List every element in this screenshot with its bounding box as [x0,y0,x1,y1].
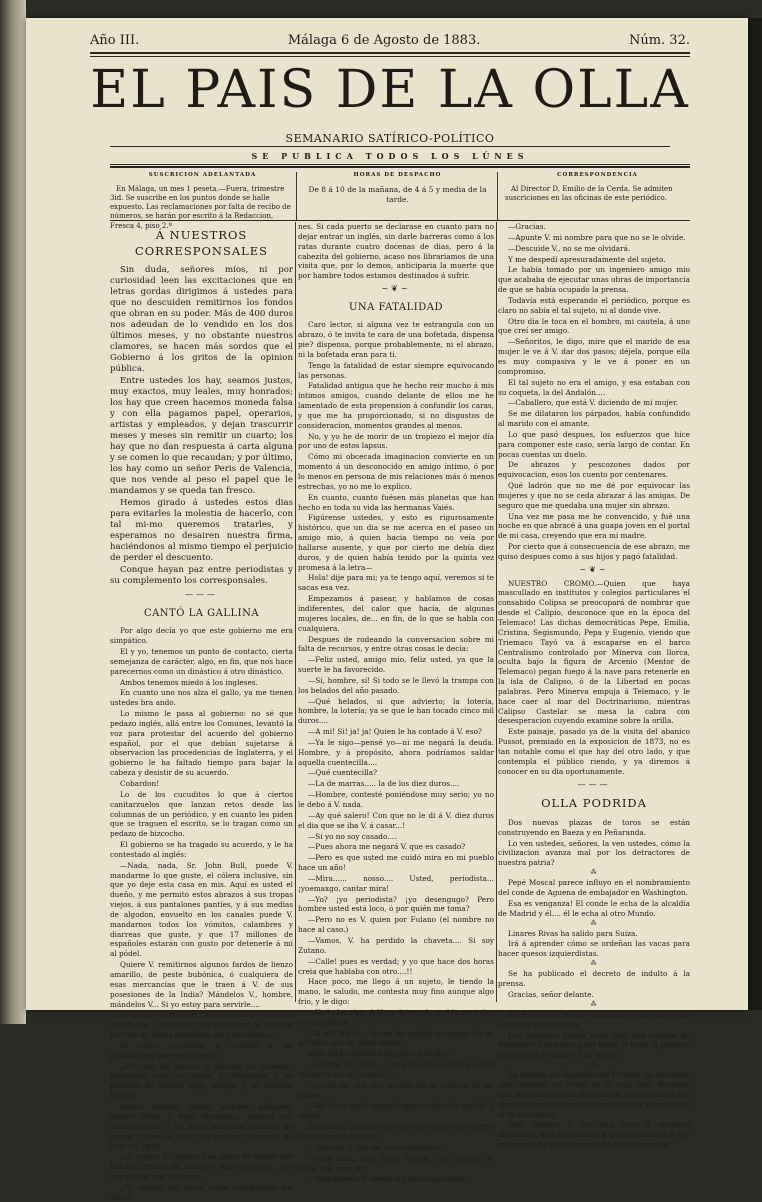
masthead-top [90,26,690,48]
ornament-divider: ——— [577,779,611,789]
subscription-text: En Málaga, un mes 1 peseta.—Fuera, trimestre 3id. Se suscribe en los puntos donde se halle expuesto. Las reclamaciones por falta de recibo de números, se harán por escrito á la Redaccion, Fresca 4, piso 2.º [110,185,291,230]
paragraph: —Ay! Dios mio!—pensé—quien será este señor? Y añadí: [298,1101,494,1121]
paragraph: Qué ladrón que no me dé por equivocar las mujeres y que no se ceda abrazar á las amigas. De seguro que me quedaba una mujer sin abrazo. [498,481,690,510]
star-separator: ⁂ [590,960,598,968]
fatalidad-heading: UNA FATALIDAD [348,301,443,313]
paragraph: Por algo decía yo que este gobierno me era simpático. [110,626,293,646]
paragraph: Pepé Moscal parece influyo en el nombramiento del conde de Aguena de embajador en Washington. [498,878,690,897]
paragraph: Esa es venganza! El conde le echa de la alcaldía de Madrid y él.... él le echa al otro Mundo. [498,898,690,918]
paragraph: Lo que pasó despues, los esfuerzos que hice para componer este caso, sería largo de contar. En pocas cuentas un duelo. [498,429,690,459]
paragraph: —Nada, nada, Sr. John Bull, puede V. mandarme lo que guste, el cólera inclusive, sin que yo deje esta casa en mis. Aquí es usted el dueño, y me permito estos abrazos á sus tropas viejos, á sus pantalones pantíes, y á sus medias de algodon, envuelto en los canales puede V. mandarnos todos los vómitos, calambres y diarreas que guste, y que 17 millones de españoles estarán con gusto por detenerle á mi al pódel. [110,860,293,959]
paragraph: Se me dilataron los párpados, había confundido al marido con el amante. [498,409,690,429]
paragraph: —Gracias. [508,222,546,231]
cromo-paragraph-2: Este paisaje, pasado ya de la visita del abanico Pussot, premiado en la exposicion de 1873, no es tan notable como el que hay del otro lado, y que contempla el público riendo, y ya diremos á conocer en su dia oportunamente. [498,727,690,776]
paragraph: En cuanto, cuanto fuésen más planetas que han hecho en toda su vida las hermanas Vaiés. [298,492,494,512]
paragraph: Hace poco, me llego á un sujeto, le tiendo la mano, le saludo, me contesta muy fino aunque algo frio, y le digo: [298,977,494,1007]
paragraph: En Barcelona se ha constituido una junta para combatir la blasfemia. [498,1009,690,1029]
paragraph: En cuanto uno nos alza el gallo, ya me tienen ustedes bra ando. [110,688,293,708]
paragraph: Les regalo á ustedes una pieza de salero por familia, traída de Londres expresamente, con que es hoy que quejarse. [110,1152,293,1181]
paragraph: Ambos tenemos miedo á los ingleses. [120,677,258,687]
paragraph: Por cierto que á consecuencia de ese abrazo, me quiso despues como á sus hijos y pagó fatalidad. [498,542,690,561]
paragraph: —Pero no es V. quien por Fulano (el nombre no hace al caso.) [298,915,494,935]
paragraph: No, y yo he de morir de un tropiezo el mejor día por uno de estos lapsus. [298,431,494,451]
paragraph: Y me despedí apresuradamente del sujeto. [508,254,666,264]
paragraph: El y yo, tenemos un punto de contacto, cierta semejanza de carácter, algo, en fin, que nos hace parecernos como un dinástico á otro dinástico. [110,647,293,676]
paragraph: —Calle! pues es verdad; y yo que hace dos horas creia que hablaba con otro....!! [298,956,494,976]
paragraph: Hemos girado á ustedes estos dias para evitarles la molestia de hacerlo, con tal mi-mo queremos tratarles, y esperamos no desairen nuestra firma, haciéndonos al mismo tiempo el perjuicio de perder el descuento. [110,498,293,564]
paragraph: El tal sujeto no era el amigo, y esa estaban con su coqueta, la del Andalón.... [498,377,690,397]
paragraph: —Caballero, que está V. diciendo de mi mujer. [508,398,678,408]
paragraph: Figúrense ustedes, y esto es rigurosamente histórico, que un dia se me acerca en el paseo un amigo mio, á quien hacia tiempo no veía por hallarse ausente, y que por cierto me debía diez duros, y de quien había tenido por la quinta vez promesa á la letra— [298,513,494,572]
paragraph: —Feliz usted, amigo mio, feliz usted, ya que la suerte le ha favorecido. [298,655,494,675]
ornament-divider: ~❦~ [579,564,609,574]
fatalidad-continued [498,222,690,562]
paragraph: ¿Es? que les parece á ustedes su gobierno fusionista, con su señor D. Práxedes y su ministro de Estado Vega Armijo, y su valiente Rocco? [110,1061,293,1101]
paragraph: Entre ustedes los hay, seamos justos, muy exactos, muy leales, muy honrados; los hay que creen hacemos moneda falsa y con ella pagamos papel, operarios, artistas y empleados, y dejan trascurrir meses y meses sin remitir un cuarto; los hay que no dan respuesta á carta alguna y se comen lo que recaudan; y por último, los hay como un señor Peris de Valencia, que nos vende al peso el papel que le mandamos y se queda tan fresco. [110,376,293,497]
paragraph: —May bien, muy bien. Vamos, me conoce de vista, dije para mi. [298,1153,494,1173]
ornament-divider: ——— [185,590,218,600]
paragraph: Fatalidad antigua que he hecho reir mucho á mis íntimos amigos, cuando delante de ellos me he lamentado de esta propension á confundir los caras, y que me ha proporcionado, si no disgustos de consideracion, momentos grandes al menos. [298,381,494,430]
cromo-paragraph: NUESTRO CROMO.—Quien que haya mascullado en institutos y colegios particulares el consabido Colipsa se preocupará de nombrar que desde el Calipio, desconoce que en la época del Telemaco! Las dichas democráticas Pepe, Emilia, Cristina, Segismundo, Pepa y Eugenio, viendo que Triemaco Tayó va á escaparse en el barco Centralismo controlado por Minerva con llorca, oculta bajo la figura de Arcenio (Mentor de Telemaco) pegan fuego á la nave para retenerle en la isla de Calipso, ó de la Libertad en pocas palabras. Pero Minerva empuja á Telemaco, y le hace caer al mar del Doctrinarismo, mientras Calipso Castelar se mesa la cabra con desesperacion cuyendo examine sobre la orilla. [498,578,690,726]
star-separator: ⁂ [590,919,598,927]
paragraph: Linares Rivas ha salido para Suiza. [508,928,638,938]
subscription-heading: SUSCRICION ADELANTADA [148,172,257,178]
column-separator-1 [295,222,296,1002]
info-rule [110,220,690,221]
paragraph: Hola! dije para mi; ya te tengo aquí, veremos si te sacas esa vez. [298,573,494,593]
star-separator: ⁂ [590,1000,598,1008]
paragraph: En efecto, creo que fué con ese motivo, por cierto que lo sentí bastante. [298,1122,494,1142]
column-1 [110,222,293,1202]
paragraph: Despues de rodeando la conversacion sobre mi falta de recursos, y entre otras cosas le decía: [298,634,494,654]
paragraph: Se ha publicado el decreto de indulto á la prensa. [498,969,690,989]
paragraph: —Gracias. Y qué tal va ese periódico? [308,1142,448,1152]
paragraph: —A mi! No sé... Quien ha podido ocuparse de mi persona que en nada figura? [298,1028,494,1048]
paragraph: Los mestizos llevan cada uno una cabeza de hormigos! hidráulico para tapar la boca al primero que mienta la madre á su vecino. [498,1030,690,1060]
paragraph: Caro lector, si alguna vez te estrangula con un abrazo, ó te invita te cara de una bofetada, dispensa pie? dispensa, porque probablemente, ni el abrazo, ni la bofetada eran para ti. [298,320,494,359]
publication-schedule: SE PUBLICA TODOS LOS LÚNES [251,151,529,161]
paragraph: —Como no sea con motivo de la muerte de mi padre.... [298,1080,494,1100]
ornament-divider: ~❦~ [381,284,411,294]
info-separator-2 [497,172,498,220]
paragraph: Tengo la fatalidad de estar siempre equivocando las personas. [298,360,494,380]
paragraph: Quiere V. remitirnos algunos fardos de lienzo amarillo, de peste bubónica, ó cualquiera de esas mercancías que le traen á V. de sus posesiones de la India? Mándelos V., hombre, mándelos V... Si yo estoy para servirle.... [110,960,293,1009]
newspaper-title: EL PAIS DE LA OLLA [90,60,690,120]
canto-heading: CANTÓ LA GALLINA [143,607,260,619]
paragraph: Ante esta respuesta empiezo á vacilar. [308,1049,451,1059]
corresponsales-body [110,265,293,587]
paragraph: Irá á aprender cómo se ordeñan las vacas para hacer quesos izquierdistas. [498,939,690,959]
page-edge [748,18,762,1010]
masthead-rule-top-thin [90,56,690,57]
paragraph: Lo de los cucuditos lo que á ciertos canitarzuelos que lanzan retos desde las columnas de un periódico, y en cuanto les piden que se traguen el escrito, se lo tragan como un pedazo de bizcocho. [110,789,293,839]
paragraph: —Descuide V., no se me olvidará. [508,243,631,253]
paragraph: Lo ven ustedes, señores, la ven ustedes, cómo la civilizacion avanza mal por los detractores de nuestra patria? [498,838,690,868]
paragraph: —Mira...... nosso.... Usted, periodista...¡yoemaxgo, cantar mira! [298,873,494,893]
paragraph: —Ya le he visto á V. en letras de molde en todos los periódicos.... [298,1007,494,1027]
office-hours-text: De 8 á 10 de la mañana, de 4 á 5 y media de la tarde. [308,185,487,204]
paragraph: Empezamos á pasear, y hablamos de cosas indiferentes, del calor que hacía, de algunas mujeres locales, de... en fin, de lo que se habla con cualquiera. [298,594,494,633]
continued-paragraph: nes. Si cada puerto se declarase en cuanto para no dejar entrar un inglés, sin darle barreras como á los ratas durante cuatro docenas de dias, pero á la cabezita del gobierno, acaso nos librariamos de una visita que, por lo demos, anticiparia la muerte que por hambre todos estamos destinados á sufrir. [298,222,494,281]
paragraph: —Mándemelo V. desde el número próximo. [308,1174,467,1184]
paragraph: Le había tomado por un ingeniero amigo mio que acababa de ejecutar unas obras de importancia de que se había ocupado la prensa. [498,265,690,295]
paragraph: —Pero es que usted me cuidó mira en mi pueblo hace un año! [298,853,494,873]
star-separator: ⁂ [590,1061,598,1069]
paragraph: De abrazos y pescozones dados por equivocacion, esos los cuento por centenares. [498,460,690,480]
correspondence-text: Al Director D. Emilio de la Cerda. Se admiten suscriciones en las oficinas de este periódico. [505,185,673,203]
column-separator-2 [496,222,497,1002]
paragraph: Todavía está esperando el periódico, porque es claro no sabía el tal sujeto, ni al donde vive. [498,295,690,315]
olla-podrida-body [498,818,690,1150]
paragraph: Cobardon! [120,778,160,788]
star-separator: ⁂ [590,869,598,877]
masthead-rule-top [90,52,690,54]
correspondence-heading: CORRESPONDENCIA [557,172,638,178]
paragraph: —Apunte V. mi nombre para que no se le olvide. [508,232,686,242]
paragraph: —Hombre, contesté poniéndose muy serio; yo no le debo á V. nada. [298,790,494,810]
paragraph: —La de marras..... la de los diez duros.... [308,779,460,789]
paragraph: —Si yo no soy casado.... [308,831,397,841]
paragraph: Y quien esto dice, acaso añada en nota reservada: —Con todo eso mándeme V. algunos tiercios de libras esterlinas para ayudarme.... [110,1010,293,1040]
canto-body [110,626,293,1202]
masthead-rule-bottom-thick [110,166,690,168]
column-2 [298,222,494,1184]
paragraph: El gobierno se ha tragado su acuerdo, y le ha contestado al inglés: [110,840,293,859]
paragraph: —A mi! Si! ja! ja! Quien le ha contado á V. eso? [308,727,482,737]
issue-dateline: Málaga 6 de Agosto de 1883. [287,33,481,48]
paragraph: Gracias, señor delante. [508,989,594,999]
paragraph: ¿Vé usted? En estos casos comprendo los canto- [110,1182,293,1202]
paragraph: Conque hayan paz entre periodistas y su complemento los corresponsales. [110,565,293,587]
paragraph: —Yo? ¡yo periodista? ¡yo desengugo? Pero hombre usted está loco, ó por quién me toma? [298,894,494,914]
paragraph: —Ya le sigo—pensé yo—ni me negará la deuda. Hombre, y á propósito, ahora podríamos saldar aquella cuentecilla.... [298,737,494,767]
paragraph: —Ay qué salero! Con que no le di á V. diez duros el dia que se iba V. á casar...! [298,810,494,830]
paragraph: Lo mismo le pasa al gobierno: no sé que pedazo inglés, allá entre los Comunes, levantó la voz para protestar del acuerdo del gobierno español, por el que debían sujetarse á observacion las procedencias de Inglaterra, y el gobierno le ha faltado tiempo para bajar la cabeza y desistir de su acuerdo. [110,709,293,778]
newspaper-subtitle: SEMANARIO SATÍRICO-POLÍTICO [285,132,495,145]
book-binding [0,0,26,1024]
paragraph: Dos nuevas plazas de toros se están construyendo en Baeza y en Peñaranda. [498,817,690,837]
paragraph: Si señor, ayudarme á auxiliar á las poblaciones que voy á perder. [110,1040,293,1060]
info-separator-1 [296,172,297,220]
fatalidad-body [298,320,494,1184]
office-hours-heading: HORAS DE DESPACHO [353,172,442,178]
issue-number: Núm. 32. [628,33,690,48]
paragraph: Cómo mi obcecada imaginacion convierte en un momento á un desconocido en amigo íntimo, ó por lo menos en persona de mis relaciones más ó menos estrechas, yo no me lo explico. [298,452,494,491]
column-3 [498,222,690,1150]
olla-podrida-heading: OLLA PODRIDA [541,796,647,811]
paragraph: Una vez me pasa me he convencido, y fué una noche en que abracé á una guapa joven en el portal de mi casa, creyendo que era mi madre. [498,511,690,541]
paragraph: —Señoritos, le digo, mire que el marido de esa mujer le ve á V. dar dos pasos; déjela, porque ella es muy compasiva y le ve á poner en un compromiso. [498,337,690,376]
paragraph: Para simular V. en esta casa á nuestros diputados, que lo primero á que aspiran es á ser miembros de algun consejo de administracion. [498,1120,690,1150]
paragraph: —Sí, hombre, sí! Si todo se le llevó la trampa con los belados del año pasado. [298,675,494,695]
paragraph: —Pues ahora me negará V. que es casado? [308,842,466,852]
issue-year: Año III. [90,33,140,48]
paragraph: —Aborta no caigo..... pero que le he visto á usted citado en no sé cuántas.... [298,1060,494,1079]
paragraph: Otro dia le toca en el hombro, mi cautela, á uno que creí ser amigo. [498,316,690,336]
corresponsales-heading: Á NUESTROS CORRESPONSALES [134,228,269,258]
office-hours-box [300,172,495,205]
paragraph: Anden ustedes, anden ustedes, aplíquen, denles votos á esos diputados, apoyen sus candidaturas, y de seso crecemos ustedes de lenzos y dientes hacer sin repicar! Desquite de todo es. ¡qué! [110,1101,293,1151]
paragraph: —Vamos, V. ha perdido la chaveta.... Si soy Zutano. [298,935,494,955]
subtitle-rule-left [110,146,670,147]
paragraph: Sin duda, señores míos, ni por curiosidad leen las excitaciones que en letras gordas dirigimos á ustedes para que no descuiden remitirnos los fondos que obran en su poder. Más de 400 duros nos adeudan de lo vendido en los dos últimos meses, y no obstante nuestros clamores, se hacen más sordos que el Gobierno á los gritos de la opinion pública. [110,265,293,375]
paragraph: La cámara de diputados de Francia ha aprobado una comision en virtud de la cual, todo diputado que sea consejero de ferro-carril, se entenderá que dimite el cargo cometido por la mision, si no dimite el de consejero. [498,1070,690,1119]
masthead-rule-bottom [110,164,690,165]
correspondence-box [505,172,690,203]
paragraph: —Qué cuentecilla? [308,768,378,778]
paragraph: —Qué helados, si que advierto; la lotería, hombre, la lotería; ya se que le han tocado cinco mil duros.... [298,696,494,726]
